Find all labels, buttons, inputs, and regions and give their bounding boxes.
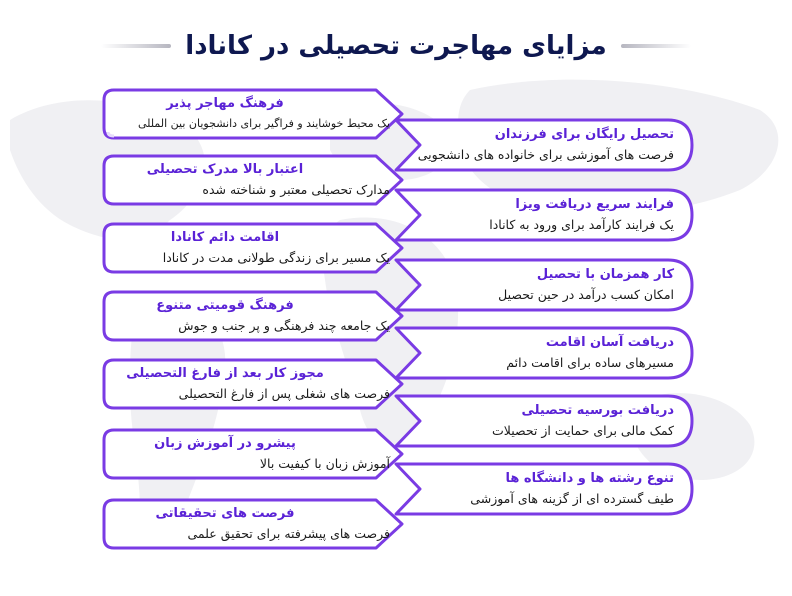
benefit-description: مسیرهای ساده برای اقامت دائم [506, 355, 674, 370]
benefit-description: یک جامعه چند فرهنگی و پر جنب و جوش [178, 318, 390, 333]
page-title: مزایای مهاجرت تحصیلی در کانادا [185, 31, 607, 61]
benefit-description: فرصت های پیشرفته برای تحقیق علمی [187, 526, 390, 541]
benefit-card-left-5 [100, 356, 410, 412]
benefit-heading: فرهنگ قومیتی متنوع [156, 298, 294, 313]
benefit-heading: کار همزمان با تحصیل [536, 267, 674, 282]
benefit-description: یک مسیر برای زندگی طولانی مدت در کانادا [162, 250, 390, 265]
title-divider-left [101, 44, 171, 48]
benefit-heading: اقامت دائم کانادا [170, 230, 280, 245]
benefit-card-right-4 [392, 324, 696, 382]
benefit-description: یک فرایند کارآمد برای ورود به کانادا [489, 217, 674, 232]
benefit-description: امکان کسب درآمد در حین تحصیل [498, 287, 674, 302]
benefit-card-right-3 [392, 256, 696, 314]
benefit-heading: تحصیل رایگان برای فرزندان [494, 127, 674, 142]
benefit-heading: دریافت آسان اقامت [545, 335, 674, 350]
benefit-heading: دریافت بورسیه تحصیلی [521, 403, 674, 418]
benefit-description: آموزش زبان با کیفیت بالا [259, 456, 390, 471]
benefit-description: کمک مالی برای حمایت از تحصیلات [491, 423, 674, 438]
benefit-card-right-1 [392, 116, 696, 174]
benefit-card-left-7 [100, 496, 410, 552]
title-bar [0, 26, 792, 66]
benefit-heading: مجوز کار بعد از فارغ التحصیلی [126, 366, 324, 381]
benefit-description: فرصت های شغلی پس از فارغ التحصیلی [178, 386, 390, 401]
benefit-card-left-4 [100, 288, 410, 344]
benefit-description: طیف گسترده ای از گزینه های آموزشی [470, 491, 674, 506]
title-divider-right [621, 44, 691, 48]
benefit-description: فرصت های آموزشی برای خانواده های دانشجویی [417, 147, 674, 162]
benefit-heading: فرایند سریع دریافت ویزا [515, 197, 674, 212]
benefit-heading: تنوع رشته ها و دانشگاه ها [505, 471, 674, 486]
benefit-card-left-1 [100, 86, 410, 142]
benefit-card-right-6 [392, 460, 696, 518]
benefit-card-right-2 [392, 186, 696, 244]
benefit-heading: اعتبار بالا مدرک تحصیلی [146, 162, 304, 177]
benefit-card-right-5 [392, 392, 696, 450]
benefit-heading: فرهنگ مهاجر پذیر [166, 96, 284, 111]
benefit-card-left-3 [100, 220, 410, 276]
benefit-description: مدارک تحصیلی معتبر و شناخته شده [202, 182, 390, 197]
benefit-heading: فرصت های تحقیقاتی [155, 506, 295, 521]
benefit-heading: پیشرو در آموزش زبان [154, 436, 296, 451]
benefit-card-left-2 [100, 152, 410, 208]
benefit-card-left-6 [100, 426, 410, 482]
benefit-description: یک محیط خوشایند و فراگیر برای دانشجویان بین المللی [137, 117, 390, 130]
